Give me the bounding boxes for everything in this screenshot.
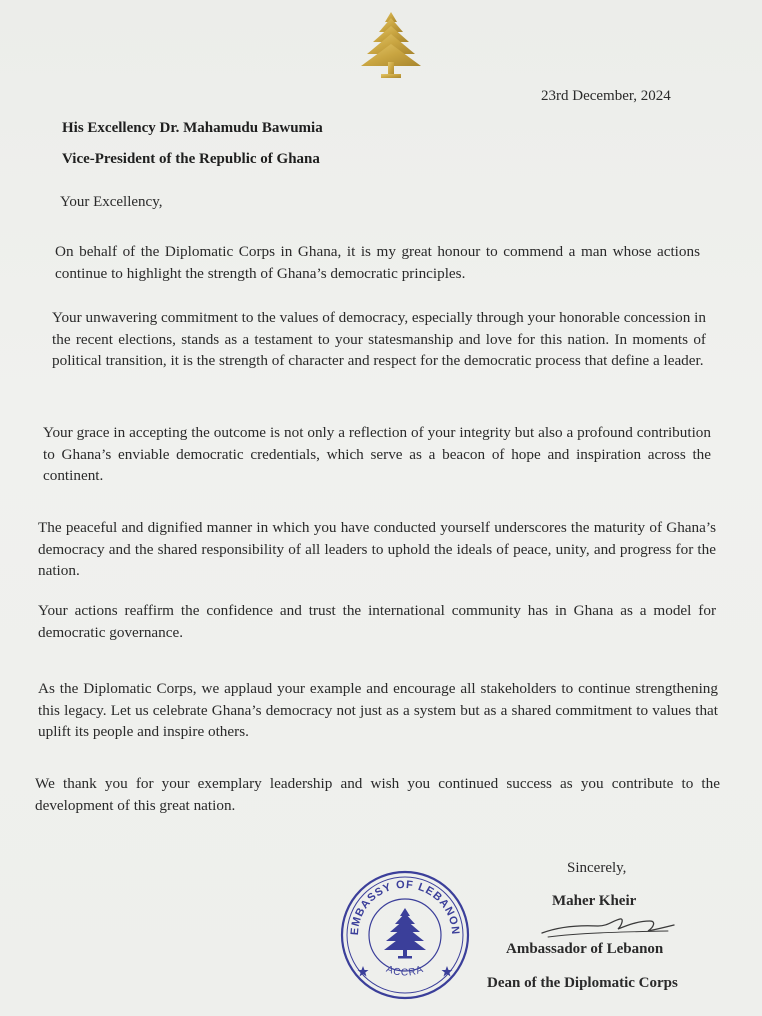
cedar-tree-icon (384, 908, 426, 959)
stamp-bottom-text: ACCRA (384, 963, 426, 979)
closing: Sincerely, (567, 860, 627, 876)
paragraph-3: Your grace in accepting the outcome is not only a reflection of your integrity but also a profound contribution to Ghana’s enviable democratic credentials, which serve as a beacon of hope and inspiration across the continent. (43, 424, 711, 484)
letter-date: 23rd December, 2024 (541, 88, 671, 104)
salutation: Your Excellency, (60, 194, 163, 210)
handwritten-signature (538, 913, 678, 941)
signer-title-dean: Dean of the Diplomatic Corps (487, 975, 678, 991)
paragraph-6: As the Diplomatic Corps, we applaud your example and encourage all stakeholders to continue strengthening this legacy. Let us celebrate Ghana’s democracy not just as a system but as a shared commitment to values that uplift its people and inspire others. (38, 680, 718, 740)
paragraph-2: Your unwavering commitment to the values of democracy, especially through your honorable concession in the recent elections, stands as a testament to your statesmanship and love for this nation. In moments of political transition, it is the strength of character and respect for the democratic process that define a leader. (52, 309, 706, 369)
paragraph-4: The peaceful and dignified manner in which you have conducted yourself underscores the maturity of Ghana’s democracy and the shared responsibility of all leaders to uphold the ideals of peace, unity, and progress for the nation. (38, 519, 716, 579)
signer-name: Maher Kheir (552, 893, 637, 909)
signer-title-ambassador: Ambassador of Lebanon (506, 941, 664, 957)
paragraph-7: We thank you for your exemplary leadership and wish you continued success as you contribute to the development of this great nation. (35, 775, 720, 814)
stamp-top-text: EMBASSY OF LEBANON (348, 878, 462, 936)
recipient-title: Vice-President of the Republic of Ghana (62, 151, 320, 167)
paragraph-1: On behalf of the Diplomatic Corps in Ghana, it is my great honour to commend a man whose actions continue to highlight the strength of Ghana’s democratic principles. (55, 243, 700, 282)
embassy-stamp (338, 868, 472, 1002)
paragraph-5: Your actions reaffirm the confidence and trust the international community has in Ghana as a model for democratic governance. (38, 602, 716, 641)
cedar-emblem-icon (355, 10, 427, 84)
recipient-name: His Excellency Dr. Mahamudu Bawumia (62, 120, 323, 136)
